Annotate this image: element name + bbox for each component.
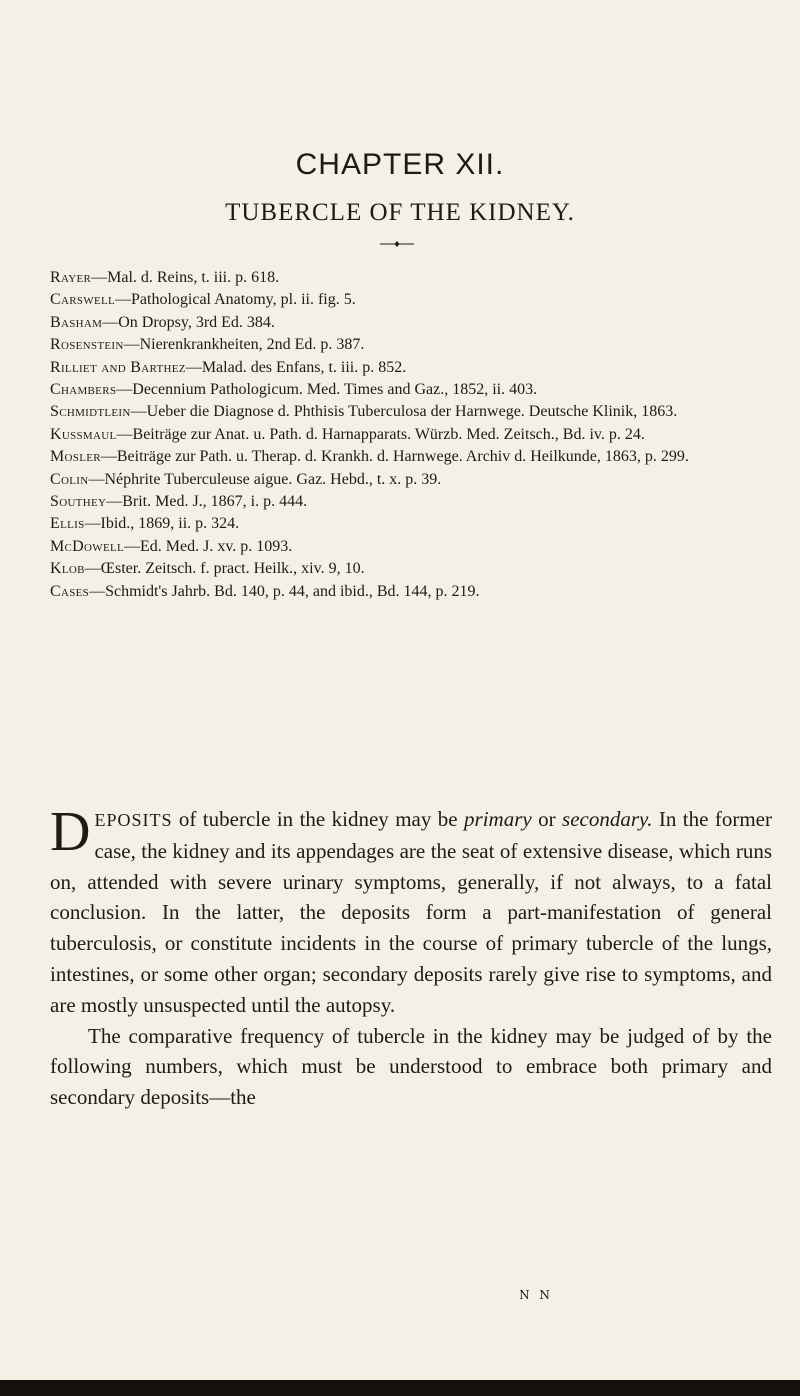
chapter-title: CHAPTER XII. [295,148,505,181]
reference-item [50,513,770,535]
reference-author: Kussmaul [50,425,117,443]
reference-text: —Beiträge zur Path. u. Therap. d. Krankh. d. Harnwege. Archiv d. Heilkunde, 1863, p. 299. [100,448,689,466]
emphasis-secondary: secondary. [562,807,653,831]
reference-text: —Ueber die Diagnose d. Phthisis Tuberculosa der Harnwege. Deutsche Klinik, 1863. [130,403,678,421]
reference-author: Rosenstein [50,336,124,354]
emphasis-primary: primary [464,807,532,831]
reference-author: Cases [50,582,90,600]
reference-author: Colin [50,470,89,488]
reference-item [50,558,770,580]
reference-author: Ellis [50,515,85,533]
reference-text: —Decennium Pathologicum. Med. Times and Gaz., 1852, ii. 403. [116,381,538,399]
reference-item [50,469,770,491]
reference-author: Chambers [50,381,117,399]
signature-mark: N N [519,1288,553,1302]
reference-author: Basham [50,313,103,331]
paragraph-1-text-b: or [531,807,563,831]
paragraph-1 [50,801,772,1021]
paragraph-1-text-a: of tubercle in the kidney may be [172,807,465,831]
page-edge-band [0,1380,800,1396]
reference-item [50,424,770,446]
reference-text: —Nierenkrankheiten, 2nd Ed. p. 387. [123,336,365,354]
reference-item [50,334,770,356]
reference-item [50,581,770,603]
reference-author: Klob [50,560,85,578]
reference-item [50,357,770,379]
lead-word: EPOSITS [94,810,173,830]
reference-text: —Malad. des Enfans, t. iii. p. 852. [185,358,407,376]
reference-text: —Brit. Med. J., 1867, i. p. 444. [106,493,308,511]
reference-item [50,312,770,334]
reference-list [50,267,770,603]
paragraph-1-text-c: In the former case, the kidney and its appendages are the seat of extensive disease, which runs on, attended with severe urinary symptoms, generally, if not always, to a fatal conclusion. In the latter, the deposits form a part-manifestation of general tuberculosis, or constitute incidents in the course of primary tubercle of the lungs, intestines, or some other organ; secondary deposits rarely give rise to symptoms, and are mostly unsuspected until the autopsy. [50,807,772,1017]
reference-author: Schmidtlein [50,403,131,421]
reference-text: —Ed. Med. J. xv. p. 1093. [124,537,293,555]
section-title: TUBERCLE OF THE KIDNEY. [225,199,575,226]
reference-author: Southey [50,493,107,511]
reference-text: —Pathological Anatomy, pl. ii. fig. 5. [115,291,356,309]
reference-author: Carswell [50,291,116,309]
reference-author: Rayer [50,269,92,286]
body-text [50,801,772,1113]
reference-item [50,401,770,423]
drop-cap: D [50,801,91,863]
reference-author: McDowell [50,537,125,555]
reference-item [50,379,770,401]
reference-author: Rilliet and Barthez [50,358,186,376]
reference-text: —Beiträge zur Anat. u. Path. d. Harnapparats. Würzb. Med. Zeitsch., Bd. iv. p. 24. [116,425,645,443]
reference-item [50,289,770,311]
reference-text: —Néphrite Tuberculeuse aigue. Gaz. Hebd., t. x. p. 39. [88,470,442,488]
divider-ornament [380,240,414,248]
reference-item [50,536,770,558]
reference-text: —Œster. Zeitsch. f. pract. Heilk., xiv. 9, 10. [84,560,365,578]
reference-item [50,267,770,289]
reference-item [50,491,770,513]
reference-text: —Mal. d. Reins, t. iii. p. 618. [91,269,280,286]
reference-text: —Ibid., 1869, ii. p. 324. [84,515,240,533]
reference-text: —On Dropsy, 3rd Ed. 384. [102,313,275,331]
reference-author: Mosler [50,448,101,466]
reference-item [50,446,770,468]
reference-text: —Schmidt's Jahrb. Bd. 140, p. 44, and ibid., Bd. 144, p. 219. [89,582,480,600]
paragraph-2: The comparative frequency of tubercle in the kidney may be judged of by the following numbers, which must be understood to embrace both primary and secondary deposits—the [50,1023,772,1110]
